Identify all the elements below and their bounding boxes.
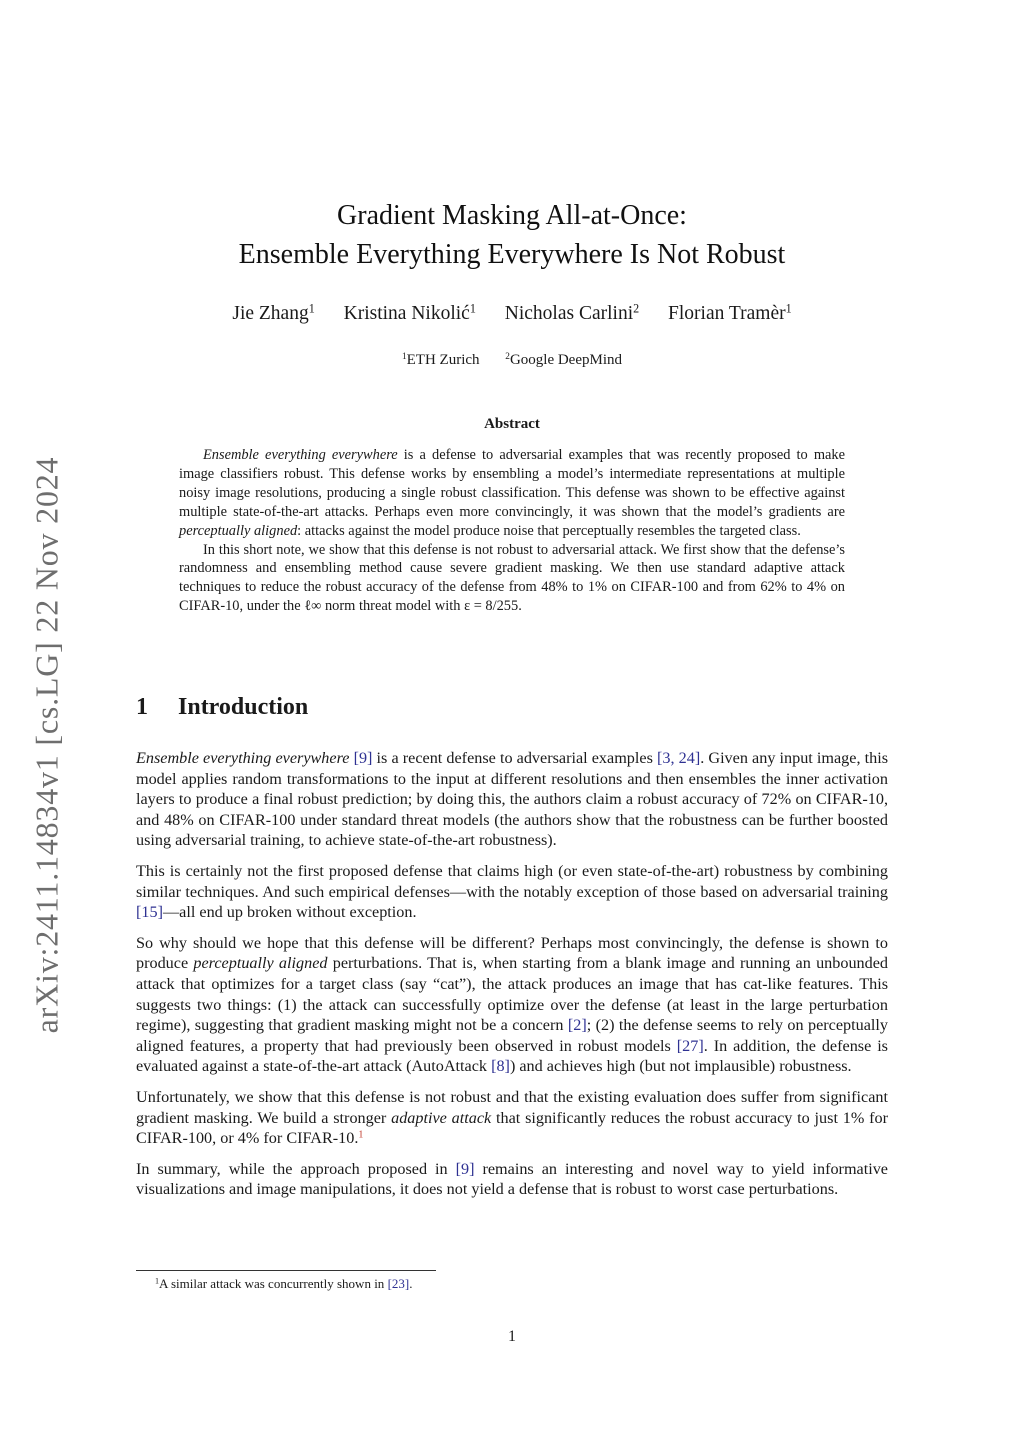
abstract-body	[179, 446, 845, 616]
abstract-paragraph: In this short note, we show that this defense is not robust to adversarial attack. We first show that the defense’s randomness and ensembling method cause severe gradient masking. We then use standard adaptive attack techniques to reduce the robust accuracy of the defense from 48% to 1% on CIFAR-100 and from 62% to 4% on CIFAR-10, under the ℓ∞ norm threat model with ε = 8/255.	[179, 541, 845, 615]
body-paragraph: In summary, while the approach proposed in [9] remains an interesting and novel way to yield informative visualizations and image manipulations, it does not yield a defense that is robust to worst case perturbations.	[136, 1159, 888, 1199]
author: Nicholas Carlini$^2$	[504, 301, 640, 324]
footnote-marker-link[interactable]: 1	[358, 1129, 364, 1141]
footnote-divider	[136, 1270, 436, 1271]
citation-link[interactable]: [3, 24]	[657, 749, 701, 767]
section-number: 1	[136, 694, 148, 720]
affiliation: $^2$Google DeepMind	[505, 351, 622, 368]
author-list	[0, 303, 1024, 325]
author: Jie Zhang$^1$	[232, 301, 315, 324]
affiliation: $^1$ETH Zurich	[401, 351, 480, 368]
arxiv-identifier-stamp: arXiv:2411.14834v1 [cs.LG] 22 Nov 2024	[28, 456, 65, 1034]
footnote: $^1$A similar attack was concurrently shown in [23].	[155, 1276, 413, 1291]
citation-link[interactable]: [15]	[136, 903, 163, 922]
body-paragraph: This is certainly not the first proposed defense that claims high (or even state-of-the-art) robustness by combining similar techniques. And such empirical defenses—with the notably exception of those based on adversarial training [15]—all end up broken without exception.	[136, 861, 888, 922]
citation-link[interactable]: [9]	[455, 1159, 475, 1178]
citation-link[interactable]: [2]	[567, 1016, 587, 1035]
abstract-heading: Abstract	[484, 416, 540, 432]
author: Kristina Nikolić$^1$	[343, 301, 476, 324]
title-line: Ensemble Everything Everywhere Is Not Robust	[238, 239, 786, 270]
paper-title	[0, 196, 1024, 274]
citation-link[interactable]: [9]	[353, 749, 373, 767]
title-line: Gradient Masking All-at-Once:	[337, 200, 687, 231]
abstract-paragraph: Ensemble everything everywhere is a defense to adversarial examples that was recently proposed to make image classifiers robust. This defense works by ensembling a model’s intermediate representations at multiple noisy image resolutions, producing a single robust classification. This defense was shown to be effective against multiple state-of-the-art attacks. Perhaps even more convincingly, it was shown that the model’s gradients are perceptually aligned: attacks against the model produce noise that perceptually resembles the targeted class.	[179, 447, 845, 539]
affiliation-list	[0, 352, 1024, 369]
author: Florian Tramèr$^1$	[668, 301, 792, 324]
body-paragraph: Unfortunately, we show that this defense is not robust and that the existing evaluation does suffer from significant gradient masking. We build a stronger adaptive attack that significantly reduces the robust accuracy to just 1% for CIFAR-100, or 4% for CIFAR-10.$^1$	[136, 1087, 888, 1148]
body-paragraph: So why should we hope that this defense will be different? Perhaps most convincingly, the defense is shown to produce perceptually aligned perturbations. That is, when starting from a blank image and running an unbounded attack that optimizes for a target class (say “cat”), the attack produces an image that has cat-like features. This suggests two things: (1) the attack can successfully optimize over the defense (at least in the large perturbation regime), suggesting that gradient masking might not be a concern [2]; (2) the defense seems to rely on perceptually aligned features, a property that had previously been observed in robust models [27]. In addition, the defense is evaluated against a state-of-the-art attack (AutoAttack [8]) and achieves high (but not implausible) robustness.	[136, 933, 888, 1076]
section-heading	[136, 694, 308, 721]
body-paragraph: Ensemble everything everywhere [9] is a recent defense to adversarial examples [3, 24]. Given any input image, this model applies random transformations to the input at different resolutions and then ensembles the inner activation layers to produce a final robust prediction; by doing this, the authors claim a robust accuracy of 72% on CIFAR-10, and 48% on CIFAR-100 under standard threat models (the authors show that the robustness can be further boosted using adversarial training, to achieve state-of-the-art robustness).	[136, 749, 888, 850]
introduction-body	[136, 748, 888, 1210]
page-number: 1	[508, 1328, 516, 1345]
citation-link[interactable]: [23]	[387, 1276, 410, 1291]
citation-link[interactable]: [27]	[676, 1036, 704, 1055]
section-title: Introduction	[178, 694, 309, 720]
citation-link[interactable]: [8]	[491, 1057, 510, 1076]
